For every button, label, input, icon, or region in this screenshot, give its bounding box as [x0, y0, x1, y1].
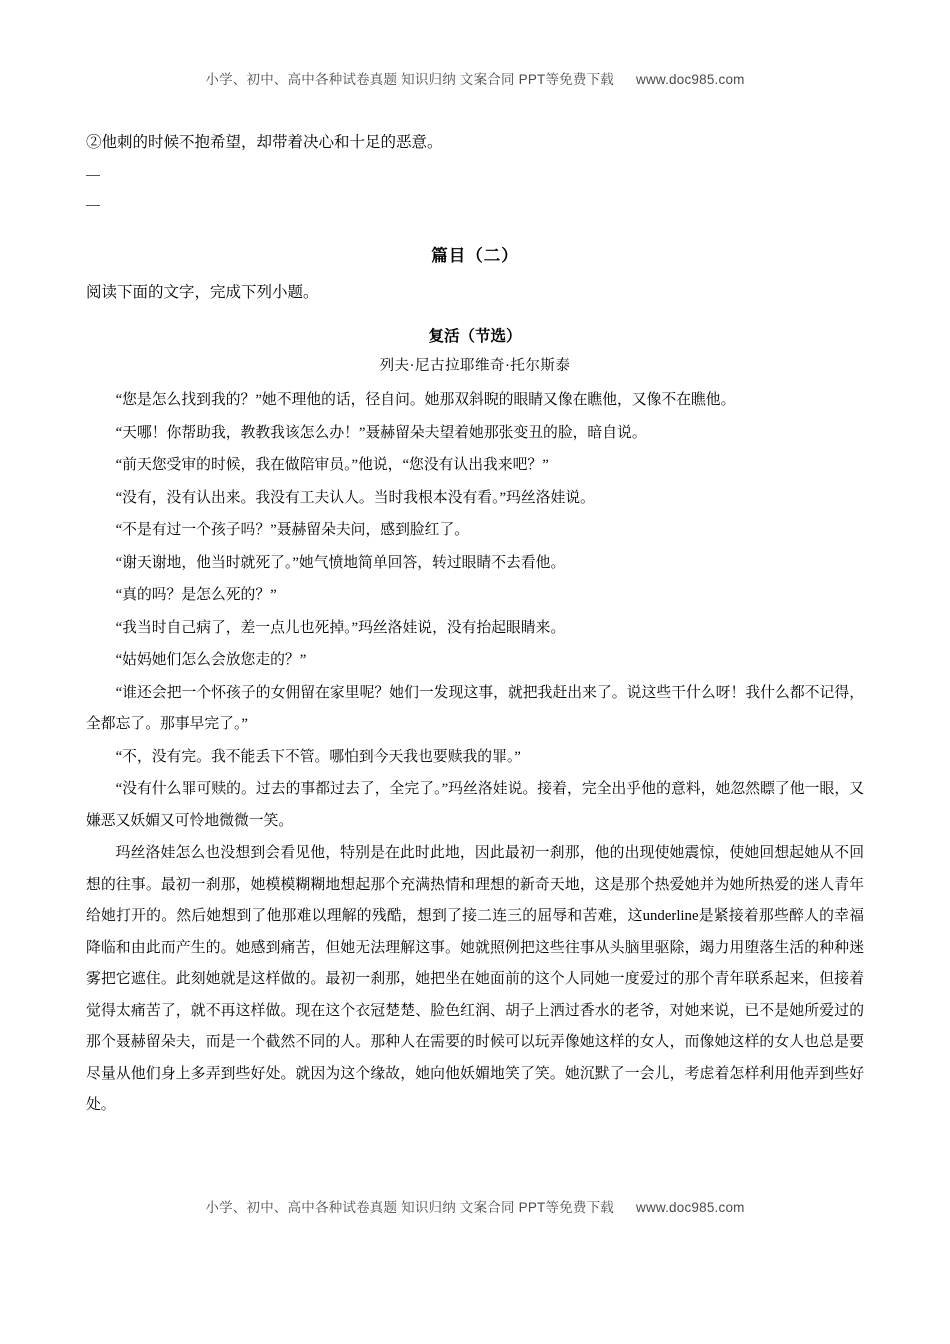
body-paragraph: “我当时自己病了，差一点儿也死掉。”玛丝洛娃说，没有抬起眼睛来。 — [115, 619, 566, 636]
body-paragraph: “前天您受审的时候，我在做陪审员。”他说，“您没有认出我来吧？” — [115, 457, 549, 473]
section-instruction: 阅读下面的文字，完成下列小题。 — [86, 284, 319, 301]
body-paragraph: “不是有过一个孩子吗？”聂赫留朵夫问，感到脸红了。 — [115, 522, 470, 538]
body-paragraph: “真的吗？是怎么死的？” — [115, 587, 277, 603]
watermark-text: 小学、初中、高中各种试卷真题 知识归纳 文案合同 PPT等免费下载 — [205, 72, 614, 87]
body-paragraph: “没有，没有认出来。我没有工夫认人。当时我根本没有看。”玛丝洛娃说。 — [115, 489, 595, 506]
body-paragraph: “谢天谢地，他当时就死了。”她气愤地简单回答，转过眼睛不去看他。 — [115, 554, 566, 571]
work-author: 列夫·尼古拉耶维奇·托尔斯泰 — [379, 358, 571, 374]
watermark-text: 小学、初中、高中各种试卷真题 知识归纳 文案合同 PPT等免费下载 — [205, 1200, 614, 1215]
watermark-site: www.doc985.com — [636, 1200, 745, 1215]
body-paragraph: “没有什么罪可赎的。过去的事都过去了，全完了。”玛丝洛娃说。接着，完全出乎他的意料，她忽然瞟了他一眼，又嫌恶又妖媚又可怜地微微一笑。 — [86, 781, 864, 829]
answer-blank-line-2 — [86, 205, 100, 206]
document-content — [86, 128, 864, 1122]
body-paragraph: “您是怎么找到我的？”她不理他的话，径自问。她那双斜睨的眼睛又像在瞧他，又像不在瞧他。 — [115, 392, 736, 408]
watermark-top — [0, 68, 950, 88]
work-title: 复活（节选） — [428, 328, 522, 345]
body-paragraph: 玛丝洛娃怎么也没想到会看见他，特别是在此时此地，因此最初一刹那，他的出现使她震惊，使她回想起她从不回想的往事。最初一刹那，她模模糊糊地想起那个充满热情和理想的新奇天地，这是那个热爱她并为她所热爱的迷人青年给她打开的。然后她想到了他那难以理解的残酷，想到了接二连三的屈辱和苦难，这underline是紧接着那些醉人的幸福降临和由此而产生的。她感到痛苦，但她无法理解这事。她就照例把这些往事从头脑里驱除，竭力用堕落生活的种种迷雾把它遮住。此刻她就是这样做的。最初一刹那，她把坐在她面前的这个人同她一度爱过的那个青年联系起来，但接着觉得太痛苦了，就不再这样做。现在这个衣冠楚楚、脸色红润、胡子上洒过香水的老爷，对她来说，已不是她所爱过的那个聂赫留朵夫，而是一个截然不同的人。那种人在需要的时候可以玩弄像她这样的女人，而像她这样的女人也总是要尽量从他们身上多弄到些好处。就因为这个缘故，她向他妖媚地笑了笑。她沉默了一会儿，考虑着怎样利用他弄到些好处。 — [86, 845, 864, 1113]
watermark-bottom — [0, 1196, 950, 1216]
answer-blank-line-1 — [86, 175, 100, 176]
body-paragraph: “姑妈她们怎么会放您走的？” — [115, 652, 307, 668]
body-paragraph: “不，没有完。我不能丢下不管。哪怕到今天我也要赎我的罪。” — [115, 748, 521, 765]
section-title: 篇目（二） — [431, 246, 519, 265]
watermark-site: www.doc985.com — [636, 72, 745, 87]
body-paragraph: “谁还会把一个怀孩子的女佣留在家里呢？她们一发现这事，就把我赶出来了。说这些干什么呀！我什么都不记得，全都忘了。那事早完了。” — [86, 684, 864, 732]
body-paragraph: “天哪！你帮助我，教教我该怎么办！”聂赫留朵夫望着她那张变丑的脸，暗自说。 — [115, 424, 647, 441]
question-item-2: ②他刺的时候不抱希望，却带着决心和十足的恶意。 — [86, 134, 443, 151]
